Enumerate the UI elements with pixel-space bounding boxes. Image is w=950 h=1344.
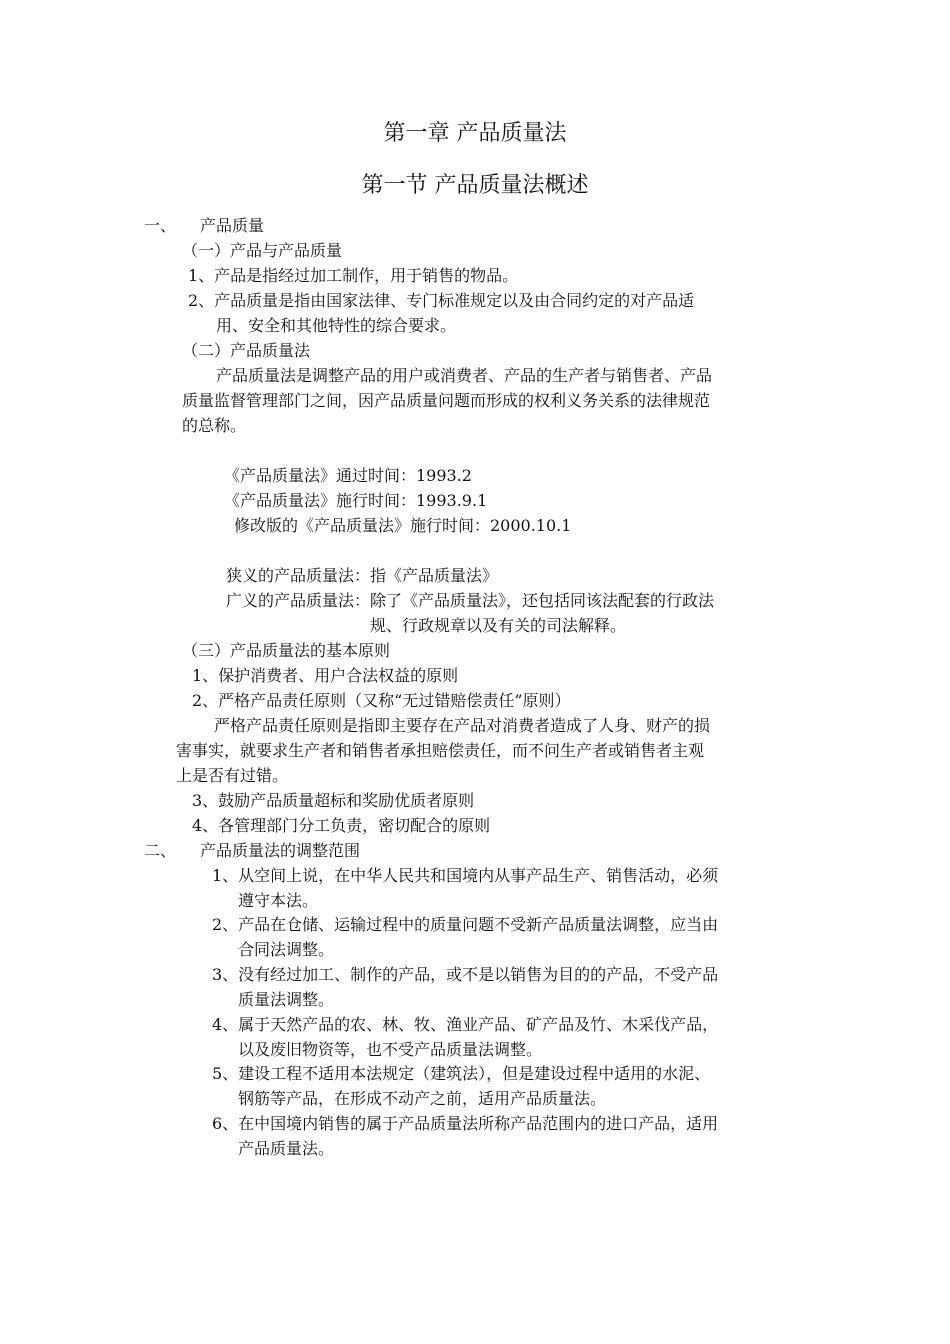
- section-title: 第一节 产品质量法概述: [361, 173, 589, 198]
- part2-heading: 产品质量法的调整范围: [200, 841, 361, 860]
- sub3-heading: （三）产品质量法的基本原则: [182, 641, 391, 660]
- date-passed: 《产品质量法》通过时间：1993.2: [224, 466, 472, 485]
- sub3-para-line2: 害事实，就要求生产者和销售者承担赔偿责任，而不问生产者或销售者主观: [176, 741, 705, 760]
- sub1-item1: 1、产品是指经过加工制作，用于销售的物品。: [188, 266, 519, 285]
- part2-number: 二、: [144, 841, 177, 860]
- part2-item2-line1: 2、产品在仓储、运输过程中的质量问题不受新产品质量法调整，应当由: [212, 915, 719, 934]
- sub2-para-line3: 的总称。: [182, 416, 247, 435]
- part2-item3-line1: 3、没有经过加工、制作的产品，或不是以销售为目的的产品，不受产品: [212, 965, 719, 984]
- sub3-item4: 4、各管理部门分工负责，密切配合的原则: [192, 816, 491, 835]
- part2-item5-line1: 5、建设工程不适用本法规定（建筑法），但是建设过程中适用的水泥、: [212, 1064, 711, 1083]
- sub1-item2-line2: 用、安全和其他特性的综合要求。: [216, 316, 457, 335]
- sub3-item1: 1、保护消费者、用户合法权益的原则: [192, 666, 459, 685]
- chapter-title: 第一章 产品质量法: [383, 121, 567, 146]
- part1-number: 一、: [144, 216, 177, 235]
- sub3-para-line1: 严格产品责任原则是指即主要存在产品对消费者造成了人身、财产的损: [214, 716, 711, 735]
- part2-item4-line1: 4、属于天然产品的农、林、牧、渔业产品、矿产品及竹、木采伐产品，: [212, 1015, 719, 1034]
- narrow-definition: 狭义的产品质量法：指《产品质量法》: [226, 566, 499, 585]
- sub3-item2: 2、严格产品责任原则（又称“无过错赔偿责任”原则）: [192, 691, 571, 710]
- sub2-para-line1: 产品质量法是调整产品的用户或消费者、产品的生产者与销售者、产品: [216, 366, 713, 385]
- part2-item4-line2: 以及废旧物资等，也不受产品质量法调整。: [238, 1040, 543, 1059]
- sub3-para-line3: 上是否有过错。: [176, 766, 289, 785]
- sub3-item3: 3、鼓励产品质量超标和奖励优质者原则: [192, 791, 475, 810]
- part2-item1-line1: 1、从空间上说，在中华人民共和国境内从事产品生产、销售活动，必须: [212, 866, 719, 885]
- part2-item2-line2: 合同法调整。: [238, 940, 335, 959]
- part2-item5-line2: 钢筋等产品，在形成不动产之前，适用产品质量法。: [238, 1089, 607, 1108]
- part2-item1-line2: 遵守本法。: [238, 891, 319, 910]
- date-effective: 《产品质量法》施行时间：1993.9.1: [224, 491, 488, 510]
- part2-item6-line1: 6、在中国境内销售的属于产品质量法所称产品范围内的进口产品，适用: [212, 1114, 719, 1133]
- part1-heading: 产品质量: [200, 216, 265, 235]
- sub1-heading: （一）产品与产品质量: [182, 241, 343, 260]
- sub2-heading: （二）产品质量法: [182, 341, 311, 360]
- sub1-item2-line1: 2、产品质量是指由国家法律、专门标准规定以及由合同约定的对产品适: [188, 291, 695, 310]
- part2-item6-line2: 产品质量法。: [238, 1139, 335, 1158]
- broad-definition-line1: 广义的产品质量法：除了《产品质量法》，还包括同该法配套的行政法: [226, 591, 715, 610]
- sub2-para-line2: 质量监督管理部门之间，因产品质量问题而形成的权利义务关系的法律规范: [182, 391, 711, 410]
- part2-item3-line2: 质量法调整。: [238, 990, 335, 1009]
- broad-definition-line2: 规、行政规章以及有关的司法解释。: [370, 616, 627, 635]
- date-revised: 修改版的《产品质量法》施行时间：2000.10.1: [234, 516, 572, 535]
